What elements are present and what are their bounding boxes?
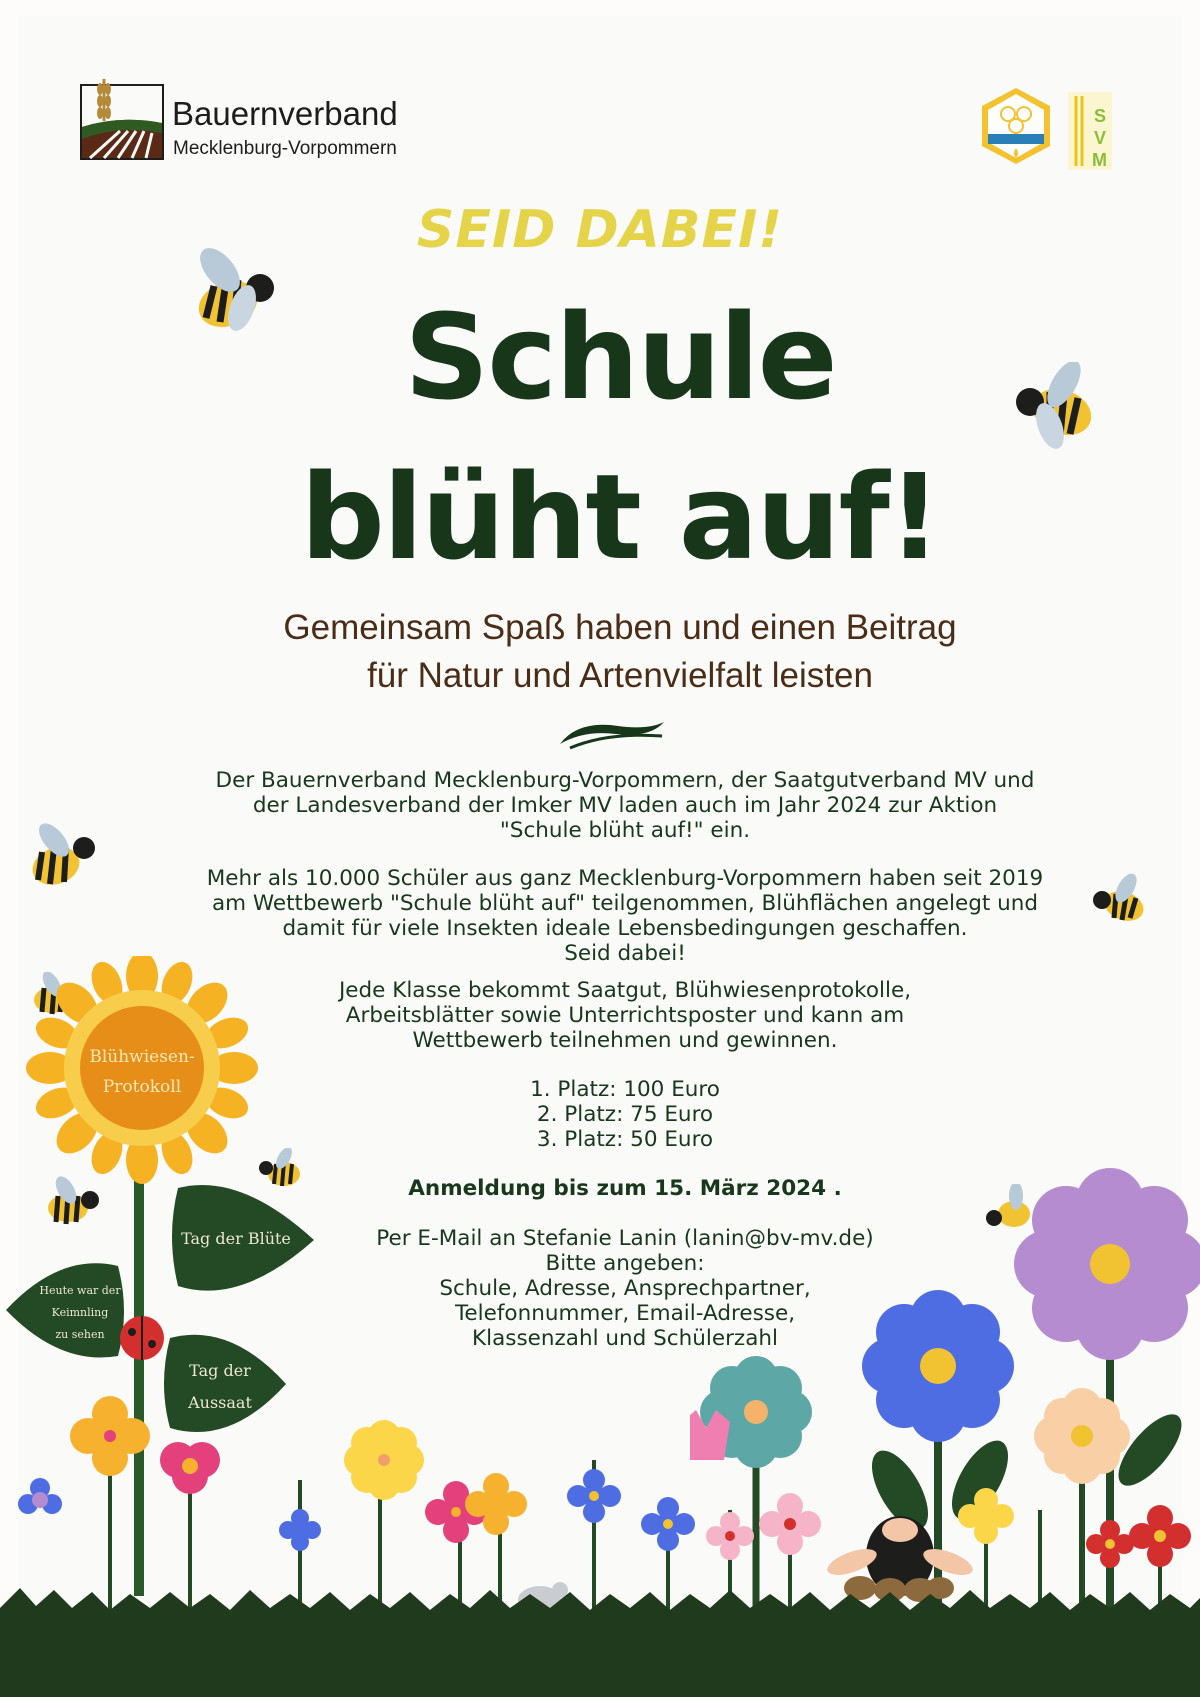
subtitle-line-1: Gemeinsam Spaß haben und einen Beitrag	[283, 608, 957, 647]
bauernverband-emblem-icon	[80, 75, 166, 161]
bee-icon	[1000, 362, 1110, 462]
bee-icon	[180, 248, 290, 348]
offer-line: Arbeitsblätter sowie Unterrichtsposter und kann am	[345, 1003, 905, 1028]
imker-association-logo	[980, 86, 1052, 166]
history-line: Mehr als 10.000 Schüler aus ganz Mecklenburg-Vorpommern haben seit 2019	[206, 866, 1044, 891]
page-title-line-1: Schule	[404, 288, 836, 426]
contact-line: Klassenzahl und Schülerzahl	[472, 1326, 778, 1351]
registration-deadline: Anmeldung bis zum 15. März 2024 .	[408, 1176, 842, 1201]
leaf-bloom-label: Tag der Blüte	[181, 1229, 291, 1248]
prize-item: 2. Platz: 75 Euro	[536, 1102, 714, 1127]
contact-line: Telefonnummer, Email-Adresse,	[454, 1301, 796, 1326]
leaf-germ-label-line-3: zu sehen	[55, 1328, 105, 1341]
intro-line: Der Bauernverband Mecklenburg-Vorpommern, der Saatgutverband MV und	[215, 768, 1035, 793]
leaf-seed-label-line-1: Tag der	[189, 1361, 251, 1380]
history-paragraph	[120, 866, 1130, 966]
flower-meadow	[0, 1380, 1200, 1610]
bee-icon	[22, 818, 102, 898]
logo-subtitle: Mecklenburg-Vorpommern	[173, 138, 397, 159]
contact-line: Per E-Mail an Stefanie Lanin (lanin@bv-mv.de)	[376, 1226, 874, 1251]
history-line: Seid dabei!	[564, 941, 686, 966]
offer-line: Jede Klasse bekommt Saatgut, Blühwiesenprotokolle,	[338, 978, 912, 1003]
history-line: am Wettbewerb "Schule blüht auf" teilgenommen, Blühflächen angelegt und	[211, 891, 1039, 916]
saatgutverband-logo	[1068, 92, 1112, 170]
grass-ground	[0, 1588, 1200, 1697]
svg-text:M: M	[1092, 150, 1107, 170]
tagline: SEID DABEI!	[416, 200, 784, 260]
intro-paragraph	[120, 768, 1130, 843]
leaf-germ-label-line-2: Keimnling	[51, 1306, 109, 1319]
bauernverband-logo	[80, 75, 398, 165]
prize-item: 1. Platz: 100 Euro	[530, 1077, 720, 1102]
svg-text:V: V	[1094, 128, 1107, 148]
offer-line: Wettbewerb teilnehmen und gewinnen.	[412, 1028, 838, 1053]
leaf-germ-label-line-1: Heute war der	[39, 1284, 121, 1297]
sunflower-label-line-1: Blühwiesen-	[89, 1047, 195, 1067]
leaf-seed-label-line-2: Aussaat	[188, 1393, 252, 1412]
logo-title: Bauernverband	[172, 95, 398, 132]
bee-icon	[1090, 872, 1152, 932]
prize-item: 3. Platz: 50 Euro	[536, 1127, 714, 1152]
page-title-line-2: blüht auf!	[300, 448, 940, 586]
history-line: damit für viele Insekten ideale Lebensbedingungen geschaffen.	[282, 916, 968, 941]
intro-line: "Schule blüht auf!" ein.	[499, 818, 751, 843]
contact-line: Bitte angeben:	[545, 1251, 705, 1276]
sunflower-label-line-2: Protokoll	[102, 1077, 182, 1097]
subtitle-line-2: für Natur und Artenvielfalt leisten	[367, 656, 873, 695]
svg-text:S: S	[1094, 106, 1107, 126]
contact-line: Schule, Adresse, Ansprechpartner,	[439, 1276, 811, 1301]
swoosh-divider-icon	[558, 716, 668, 752]
intro-line: der Landesverband der Imker MV laden auch im Jahr 2024 zur Aktion	[252, 793, 998, 818]
